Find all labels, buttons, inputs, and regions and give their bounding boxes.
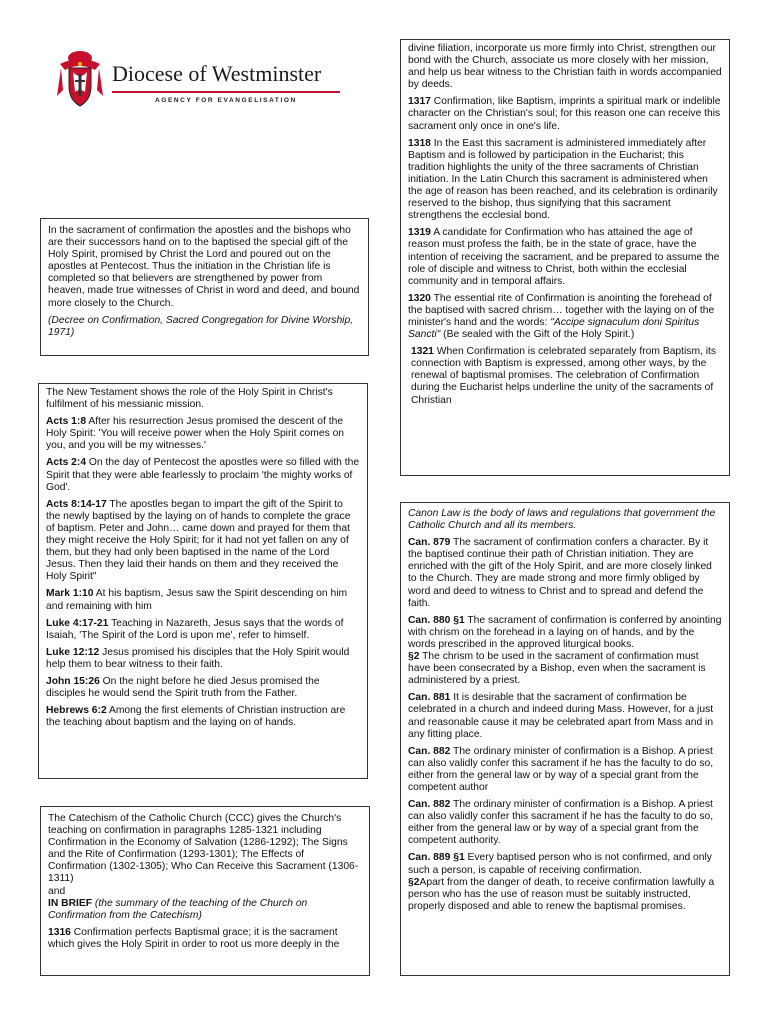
canon-text: The sacrament of confirmation is conferred by anointing with chrism on the forehead in a laying on of hands, and by the words prescribed in the approved liturgical books.	[408, 614, 722, 650]
list-item	[408, 746, 722, 794]
scripture-text: On the day of Pentecost the apostles were so filled with the Spirit that they were able fearlessly to proclaim 'the mighty works of God'.	[46, 457, 360, 493]
list-item	[46, 676, 360, 700]
para-text: Confirmation perfects Baptismal grace; it is the sacrament which gives the Holy Spirit in order to root us more deeply in the	[48, 926, 340, 950]
canon-text: Every baptised person who is not confirmed, and only such a person, is capable of receiving confirmation.	[408, 852, 712, 876]
para-ref: 1319	[408, 227, 431, 239]
latin-formula: "Accipe signaculum doni Spiritus Sancti"	[408, 316, 700, 341]
decree-box	[40, 218, 369, 356]
decree-citation: (Decree on Confirmation, Sacred Congregation for Divine Worship, 1971)	[48, 314, 354, 338]
canon-ref: Can. 882	[408, 745, 451, 757]
scripture-text: At his baptism, Jesus saw the Spirit descending on him and remaining with him	[46, 588, 348, 612]
para-text: A candidate for Confirmation who has attained the age of reason must profess the faith, be in the state of grace, have the intention of receiving the sacrament, and be prepared to assume the role of disciple and witness to Christ, both within the ecclesial community and in temporal affairs.	[408, 227, 720, 287]
canon-sub-ref: §2	[408, 651, 420, 663]
canon-intro: Canon Law is the body of laws and regulations that government the Catholic Church and all its members.	[408, 508, 716, 532]
para-text: The essential rite of Confirmation is anointing the forehead of the baptised with sacred chrism… together with the laying on of the minister's hand and the words:	[408, 292, 715, 328]
canon-ref: Can. 880 §1	[408, 614, 465, 626]
scripture-ref: Hebrews 6:2	[46, 705, 107, 717]
list-item	[46, 416, 360, 452]
scripture-text: Teaching in Nazareth, Jesus says that the words of Isaiah, 'The Spirit of the Lord is upon me', refer to himself.	[46, 617, 344, 641]
para-text: In the East this sacrament is administered immediately after Baptism and is followed by participation in the Eucharist; this tradition highlights the unity of the three sacraments of Christian initiation. In the Latin Church this sacrament is administered when the age of reason has been reached, and its celebration is ordinarily reserved to the bishop, thus signifying that this sacrament strengthens the ecclesial bond.	[408, 137, 718, 222]
in-brief	[48, 898, 362, 922]
in-brief-label: IN BRIEF	[48, 897, 93, 909]
list-item	[46, 457, 360, 493]
scripture-text: Among the first elements of Christian instruction are the teaching about baptism and the laying on of hands.	[46, 705, 346, 729]
scripture-ref: Luke 4:17-21	[46, 617, 109, 629]
logo-title: Diocese of Westminster	[112, 61, 322, 86]
canon-law-box	[400, 502, 730, 976]
decree-text: In the sacrament of confirmation the apostles and the bishops who are their successors hand on to the baptised the special gift of the Holy Spirit, promised by Christ the Lord and poured out on the apostles at Pentecost. Thus the initiation in the Christian life is completed so that believers are strengthened by power from heaven, made true witnesses of Christ in word and deed, and bound more closely to the Church.	[48, 225, 360, 309]
list-item	[408, 692, 722, 740]
canon-sub-text: The chrism to be used in the sacrament of confirmation must have been consecrated by a Bishop, even when the sacrament is administered by a priest.	[408, 651, 706, 687]
logo-divider	[112, 91, 340, 93]
catechism-box	[40, 806, 370, 976]
list-item	[46, 499, 360, 584]
scripture-ref: Acts 2:4	[46, 457, 87, 469]
para-1321	[408, 346, 722, 406]
list-item	[408, 96, 722, 132]
diocese-logo	[55, 50, 345, 110]
list-item	[408, 537, 722, 610]
canon-text: It is desirable that the sacrament of confirmation be celebrated in a church and indeed during Mass. However, for a just and reasonable cause it may be celebrated apart from Mass and in any fitting place.	[408, 692, 714, 740]
para-1316	[48, 927, 362, 951]
list-item	[46, 588, 360, 612]
canon-ref: Can. 881	[408, 692, 451, 704]
continuation-text: divine filiation, incorporate us more firmly into Christ, strengthen our bond with the Church, associate us more closely with her mission, and help us bear witness to the Christian faith in words accompanied by deeds.	[408, 43, 722, 91]
list-item	[408, 799, 722, 847]
new-testament-box	[38, 383, 368, 779]
scripture-ref: Luke 12:12	[46, 646, 100, 658]
catechism-continued-box	[400, 39, 730, 476]
canon-text: The sacrament of confirmation confers a character. By it the baptised continue their path of Christian initiation. They are enriched with the gift of the Holy Spirit, and are more closely linked to the Church. They are made strong and more firmly obliged by word and deed to witness to Christ and to spread and defend the faith.	[408, 537, 712, 609]
scripture-text: After his resurrection Jesus promised the descent of the Holy Spirit: 'You will receive power when the Holy Spirit comes on you, and you will be my witnesses.'	[46, 416, 345, 452]
canon-ref: Can. 879	[408, 537, 451, 549]
para-ref: 1320	[408, 292, 431, 304]
scripture-text: The apostles began to impart the gift of the Spirit to the newly baptised by the laying on of hands to complete the grace of baptism. Peter and John… came down and prayed for them that they might receive the Holy Spirit; for it had not yet fallen on any of them, but they had only been baptised in the name of the Lord Jesus. Then they laid their hands on them and they received the Holy Spirit"	[46, 498, 351, 583]
catechism-intro: The Catechism of the Catholic Church (CCC) gives the Church's teaching on confirmation in paragraphs 1285-1321 including Confirmation in the Economy of Salvation (1286-1292); The Signs and the Rite of Confirmation (1293-1301); The Effects of Confirmation (1302-1305); Who Can Receive this Sacrament (1306-1311)	[48, 813, 359, 885]
in-brief-note: (the summary of the teaching of the Church on Confirmation from the Catechism)	[48, 897, 308, 921]
scripture-ref: Acts 8:14-17	[46, 498, 107, 510]
scripture-ref: Acts 1:8	[46, 416, 87, 428]
list-item	[408, 227, 722, 287]
scripture-ref: Mark 1:10	[46, 588, 94, 600]
canon-text: The ordinary minister of confirmation is a Bishop. A priest can also validly confer this sacrament if he has the faculty to do so, either from the general law or by way of a special grant from the competent author	[408, 745, 714, 793]
nt-intro: The New Testament shows the role of the Holy Spirit in Christ's fulfilment of his messianic mission.	[46, 387, 333, 411]
para-ref: 1317	[408, 96, 431, 108]
scripture-ref: John 15:26	[46, 675, 100, 687]
para-ref: 1321	[411, 346, 434, 358]
list-item	[408, 615, 722, 688]
list-item	[46, 705, 360, 729]
para-text: Confirmation, like Baptism, imprints a spiritual mark or indelible character on the Christian's soul; for this reason one can receive this sacrament only once in one's life.	[408, 96, 721, 132]
coat-of-arms-icon	[55, 50, 105, 110]
scripture-text: Jesus promised his disciples that the Holy Spirit would help them to bear witness to their faith.	[46, 646, 350, 670]
list-item	[408, 852, 722, 912]
canon-text: The ordinary minister of confirmation is a Bishop. A priest can also validly confer this sacrament if he has the faculty to do so, either from the general law or by way of a special grant from the competent authority.	[408, 799, 714, 847]
para-1320	[408, 293, 722, 341]
list-item	[46, 618, 360, 642]
canon-ref: Can. 882	[408, 799, 451, 811]
para-text-end: (Be sealed with the Gift of the Holy Spirit.)	[440, 329, 635, 341]
logo-subtitle: AGENCY FOR EVANGELISATION	[155, 97, 297, 104]
canon-sub-text: Apart from the danger of death, to receive confirmation lawfully a person who has the use of reason must be suitably instructed, properly disposed and able to renew the baptismal promises.	[408, 876, 715, 912]
catechism-and: and	[48, 885, 66, 897]
para-text: When Confirmation is celebrated separately from Baptism, its connection with Baptism is expressed, among other ways, by the renewal of baptismal promises. The celebration of Confirmation during the Eucharist helps underline the unity of the sacraments of Christian	[411, 346, 717, 406]
list-item	[46, 647, 360, 671]
canon-ref: Can. 889 §1	[408, 852, 465, 864]
scripture-text: On the night before he died Jesus promised the disciples he would send the Spirit truth from the Father.	[46, 675, 320, 700]
list-item	[408, 138, 722, 223]
para-ref: 1318	[408, 137, 431, 149]
canon-sub-ref: §2	[408, 876, 420, 888]
para-ref: 1316	[48, 926, 71, 938]
